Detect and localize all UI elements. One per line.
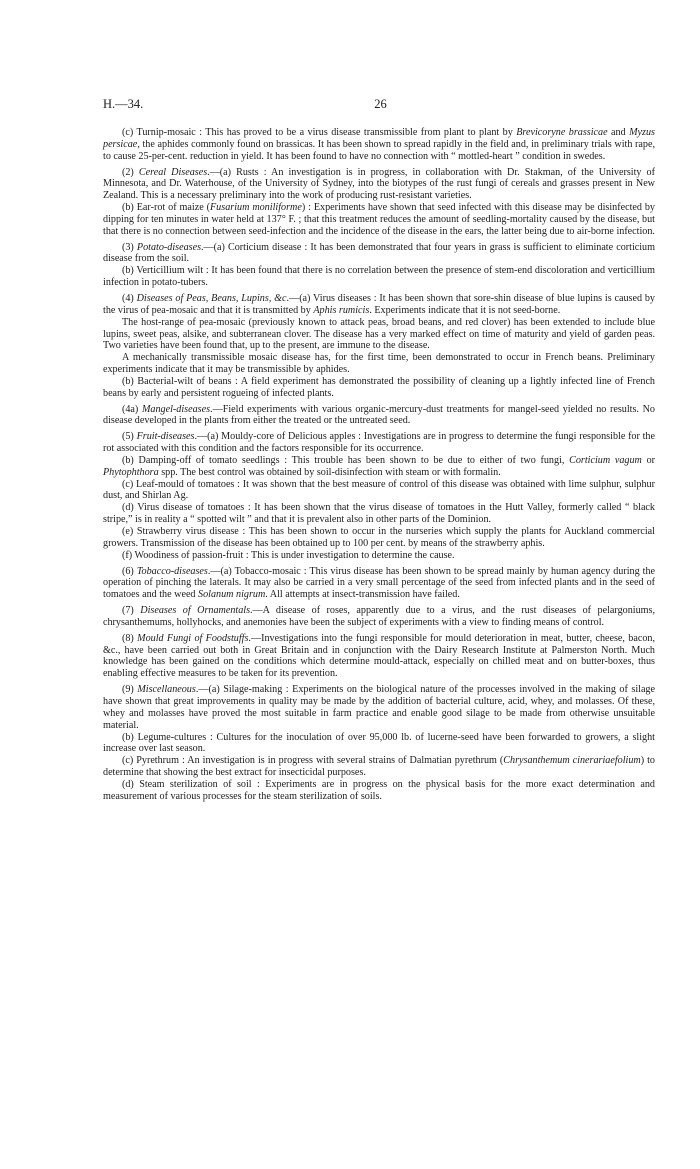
text-run: (c) Turnip-mosaic : This has proved to be a virus disease transmissible from plant to plant by (122, 127, 517, 138)
text-run: ) : Experiments have shown that seed infected with this disease may be disinfected by dipping for ten minutes in water held at 137° F. ; that this treatment reduces the amount of seedling-mortality caused by the disease, but that there is no connection between seed-infection and the incidence of the disease in the ears, the latter being due to air-borne infection. (103, 202, 655, 237)
text-run: .—(a) Corticium disease : It has been demonstrated that four years in grass is sufficient to eliminate corticium disease from the soil. (103, 241, 655, 265)
text-run: and (607, 127, 630, 138)
text-run: (5) (122, 431, 137, 443)
text-run: A mechanically transmissible mosaic disease has, for the first time, been demonstrated to occur in French beans. Preliminary experiments indicate that it may be transmissible by aphides. (103, 352, 655, 376)
paragraph-p9 (103, 376, 655, 400)
text-run: (4a) (122, 403, 142, 415)
page-header (103, 97, 658, 113)
italic-term: Mould Fungi of Foodstuffs (137, 632, 249, 644)
italic-term: Corticium vagum (569, 454, 642, 466)
text-run: or (641, 454, 656, 466)
italic-term: Fruit-diseases (136, 431, 195, 443)
text-run: (3) (122, 241, 137, 253)
text-run: .—(a) Rusts : An investigation is in progress, in collaboration with Dr. Stakman, of the University of Minnesota, and Dr. Waterhouse, of the University of Sydney, into the biotypes of the rust fungi of cereals and grasses present in New Zealand. This is a necessary preliminary into the work of producing rust-resistant varieties. (103, 166, 655, 202)
paragraph-p3 (103, 202, 655, 238)
report-body (103, 127, 655, 803)
text-run: (b) Ear-rot of maize ( (122, 202, 210, 214)
italic-term: Solanum nigrum (198, 589, 266, 601)
italic-term: Phytophthora (103, 466, 159, 478)
text-run: (4) (122, 292, 137, 304)
paragraph-p2 (103, 167, 655, 203)
text-run: (f) Woodiness of passion-fruit : This is under investigation to determine the cause. (122, 549, 455, 561)
italic-term: Chrysanthemum cinerariaefolium (503, 755, 641, 767)
text-run: spp. The best control was obtained by soil-disinfection with steam or with formalin. (158, 466, 501, 478)
text-run: . Experiments indicate that it is not seed-borne. (369, 304, 561, 316)
text-run: .—(a) Mouldy-core of Delicious apples : Investigations are in progress to determine the fungi responsible for the rot associated with this condition and the factors responsible for its occurrence. (103, 431, 655, 455)
text-run: .—A disease of roses, apparently due to a virus, and the rust diseases of pelargoniums, chrysanthemums, hollyhocks, and anemonies have been the subject of experiments with a view to finding means of control. (103, 605, 655, 628)
italic-term: Mangel-diseases (141, 403, 211, 415)
text-run: . All attempts at insect-transmission have failed. (265, 589, 460, 601)
text-run: (c) Leaf-mould of tomatoes : It was shown that the best measure of control of this disease was obtained with lime sulphur, sulphur dust, and Shirlan Ag. (103, 478, 655, 502)
italic-term: Miscellaneous (137, 684, 196, 696)
text-run: (b) Damping-off of tomato seedlings : This trouble has been shown to be due to either of two fungi, (122, 454, 570, 466)
text-run: .—Field experiments with various organic-mercury-dust treatments for mangel-seed yielded no results. No disease developed in the plants from either the treated or the untreated seed. (103, 403, 655, 427)
paragraph-p17 (103, 566, 655, 602)
paragraph-p5 (103, 265, 655, 289)
text-run: (b) Bacterial-wilt of beans : A field experiment has demonstrated the possibility of cleaning up a lightly infected line of French beans by early and persistent rogueing of infected plants. (103, 375, 655, 399)
paragraph-p21 (103, 732, 655, 756)
text-run: .—Investigations into the fungi responsible for mould deterioration in meat, butter, cheese, bacon, &c., have been carried out both in Great Britain and in conjunction with the Dairy Research Institute at Palmerston North. Much knowledge has been gained on the conditions which determine mould-attack, especially on chilled meat and on butter-boxes, thus enabling effective measures to be taken for its prevention. (103, 632, 655, 680)
italic-term: Cereal Diseases (138, 166, 208, 178)
paragraph-p13 (103, 479, 655, 503)
paragraph-p23 (103, 779, 655, 803)
text-run: (d) Virus disease of tomatoes : It has been shown that the virus disease of tomatoes in the Hutt Valley, formerly called “ black stripe,” is in reality a “ spotted wilt ” and that it is prevalent also in other parts of the Dominion. (103, 502, 655, 526)
text-run: (6) (122, 565, 137, 577)
paragraph-p14 (103, 502, 655, 526)
text-run: .—(a) Virus diseases : It has been shown that sore-shin disease of blue lupins is caused by the virus of pea-mosaic and that it is transmitted by (103, 292, 655, 316)
text-run: (c) Pyrethrum : An investigation is in progress with several strains of Dalmatian pyrethrum ( (122, 755, 504, 767)
text-run: .—(a) Tobacco-mosaic : This virus disease has been shown to be spread mainly by human agency during the operation of pinching the laterals. It may also be carried in a very small percentage of the seed from infected plants and in the seed of tomatoes and the weed (103, 565, 655, 601)
paragraph-p6 (103, 293, 655, 317)
document-reference: H.—34. (103, 97, 144, 111)
paragraph-p19 (103, 633, 655, 680)
paragraph-p16 (103, 550, 655, 562)
paragraph-p10 (103, 404, 655, 428)
italic-term: Diseases of Ornamentals (140, 605, 251, 617)
text-run: (9) (122, 684, 138, 696)
paragraph-p7 (103, 317, 655, 353)
paragraph-p18 (103, 605, 655, 629)
text-run: (2) (122, 166, 139, 178)
text-run: (b) Legume-cultures : Cultures for the inoculation of over 95,000 lb. of lucerne-seed have been forwarded to growers, a slight increase over last season. (103, 731, 655, 755)
italic-term: Potato-diseases (136, 241, 202, 253)
italic-term: Tobacco-diseases (136, 565, 208, 577)
paragraph-p8 (103, 352, 655, 376)
text-run: The host-range of pea-mosaic (previously known to attack peas, broad beans, and red clover) has been extended to include blue lupins, sweet peas, alsike, and subterranean clover. The disease has a very marked effect on time of maturity and yield of garden peas. Two varieties have been found that, up to the present, are immune to the disease. (103, 316, 655, 352)
text-run: (e) Strawberry virus disease : This has been shown to occur in the nurseries which supply the plants for Auckland commercial growers. Transmission of the disease has been obtained up to 100 per cent. by means of the strawberry aphis. (103, 526, 655, 549)
italic-term: Aphis rumicis (313, 304, 370, 316)
page-number: 26 (374, 97, 387, 111)
text-run: (8) (122, 632, 138, 644)
italic-term: Myzus persicae (103, 127, 655, 150)
text-run: (b) Verticillium wilt : It has been found that there is no correlation between the presence of stem-end discoloration and verticillium infection in potato-tubers. (103, 265, 655, 289)
paragraph-p4 (103, 242, 655, 266)
text-run: , the aphides commonly found on brassicas. It has been shown to spread rapidly in the field and, in preliminary trials with rape, to cause 25-per-cent. reduction in yield. It has been found to have no connection with “ mottled-heart ” condition in swedes. (103, 138, 655, 162)
text-run: (d) Steam sterilization of soil : Experiments are in progress on the physical basis for the more exact determination and measurement of various processes for the steam sterilization of soils. (103, 778, 655, 802)
italic-term: Fusarium moniliforme (210, 202, 302, 214)
paragraph-p22 (103, 755, 655, 779)
paragraph-p12 (103, 455, 655, 479)
text-run: (7) (122, 605, 141, 617)
italic-term: Diseases of Peas, Beans, Lupins, &c (136, 292, 287, 304)
paragraph-p1 (103, 127, 655, 163)
paragraph-p15 (103, 526, 655, 550)
paragraph-p11 (103, 431, 655, 455)
paragraph-p20 (103, 684, 655, 731)
text-run: .—(a) Silage-making : Experiments on the biological nature of the processes involved in the making of silage have shown that great improvements in quality may be made by the addition of bacterial culture, acid, whey, and molasses. Of these, whey and molasses have proved the most suitable in farm practice and enable good silage to be made from otherwise unsuitable material. (103, 684, 655, 731)
italic-term: Brevicoryne brassicae (516, 127, 608, 138)
text-run: ) to determine that showing the best extract for insecticidal purposes. (103, 755, 655, 779)
